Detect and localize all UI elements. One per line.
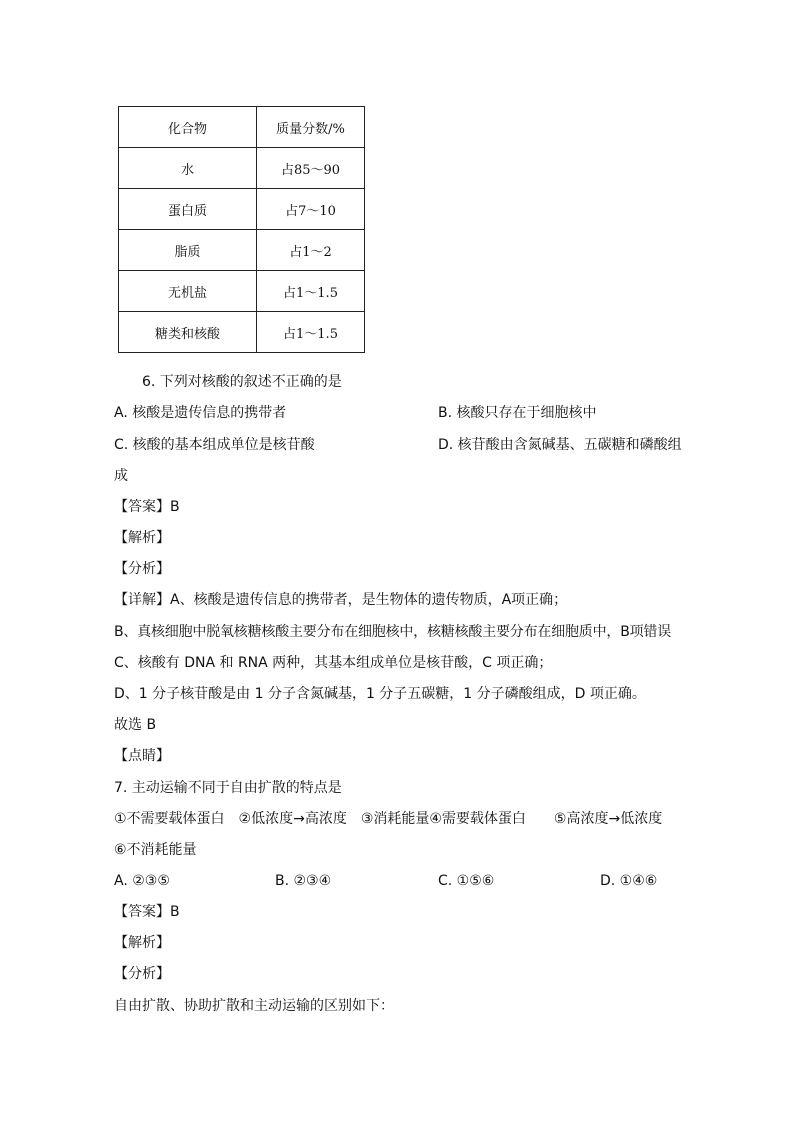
q6-option-c: C. 核酸的基本组成单位是核苷酸: [114, 437, 315, 453]
table-header-cell: 化合物: [119, 107, 257, 148]
q7-items-line-1: ①不需要载体蛋白 ②低浓度→高浓度 ③消耗能量④需要载体蛋白 ⑤高浓度→低浓度: [114, 811, 663, 827]
q6-stem: 6. 下列对核酸的叙述不正确的是: [142, 374, 342, 390]
q6-option-a: A. 核酸是遗传信息的携带者: [114, 405, 287, 421]
q6-answer: 【答案】B: [114, 499, 180, 515]
table-row: [119, 271, 365, 312]
q6-detail-4: D、1 分子核苷酸是由 1 分子含氮碱基，1 分子五碳糖，1 分子磷酸组成，D 项正确。: [114, 686, 646, 702]
table-row: [119, 189, 365, 230]
q6-detail-1: 【详解】A、核酸是遗传信息的携带者，是生物体的遗传物质，A项正确；: [114, 592, 568, 608]
table-cell: 占7～10: [257, 189, 365, 230]
q7-answer: 【答案】B: [114, 904, 180, 920]
q7-option-a: A. ②③⑤: [114, 873, 170, 889]
q7-option-d: D. ①④⑥: [600, 873, 658, 889]
q6-option-d: D. 核苷酸由含氮碱基、五碳糖和磷酸组: [438, 437, 682, 453]
q6-jiexi-heading: 【解析】: [114, 530, 170, 546]
q6-dianjing-heading: 【点睛】: [114, 748, 170, 764]
table-cell: 脂质: [119, 230, 257, 271]
table-header-row: [119, 107, 365, 148]
table-cell: 蛋白质: [119, 189, 257, 230]
table-cell: 占85～90: [257, 148, 365, 189]
q6-detail-2: B、真核细胞中脱氧核糖核酸主要分布在细胞核中，核糖核酸主要分布在细胞质中，B项错误: [114, 624, 672, 640]
q7-stem: 7. 主动运输不同于自由扩散的特点是: [114, 780, 342, 796]
table-cell: 占1～1.5: [257, 271, 365, 312]
q6-detail-3: C、核酸有 DNA 和 RNA 两种，其基本组成单位是核苷酸，C 项正确；: [114, 655, 553, 671]
table-cell: 水: [119, 148, 257, 189]
table-header-cell: 质量分数/%: [257, 107, 365, 148]
q6-option-d-continued: 成: [114, 468, 128, 484]
q6-option-b: B. 核酸只存在于细胞核中: [438, 405, 597, 421]
table-cell: 糖类和核酸: [119, 312, 257, 353]
table-cell: 无机盐: [119, 271, 257, 312]
q7-option-c: C. ①⑤⑥: [438, 873, 495, 889]
q7-items-line-2: ⑥不消耗能量: [114, 842, 197, 858]
compound-table: [118, 106, 365, 353]
table-cell: 占1～1.5: [257, 312, 365, 353]
table-row: [119, 230, 365, 271]
q7-fenxi-heading: 【分析】: [114, 966, 170, 982]
table-cell: 占1～2: [257, 230, 365, 271]
q6-conclusion: 故选 B: [114, 717, 157, 733]
table-row: [119, 148, 365, 189]
table-row: [119, 312, 365, 353]
q7-option-b: B. ②③④: [275, 873, 332, 889]
q6-fenxi-heading: 【分析】: [114, 561, 170, 577]
q7-jiexi-heading: 【解析】: [114, 935, 170, 951]
q7-intro: 自由扩散、协助扩散和主动运输的区别如下：: [114, 998, 394, 1014]
